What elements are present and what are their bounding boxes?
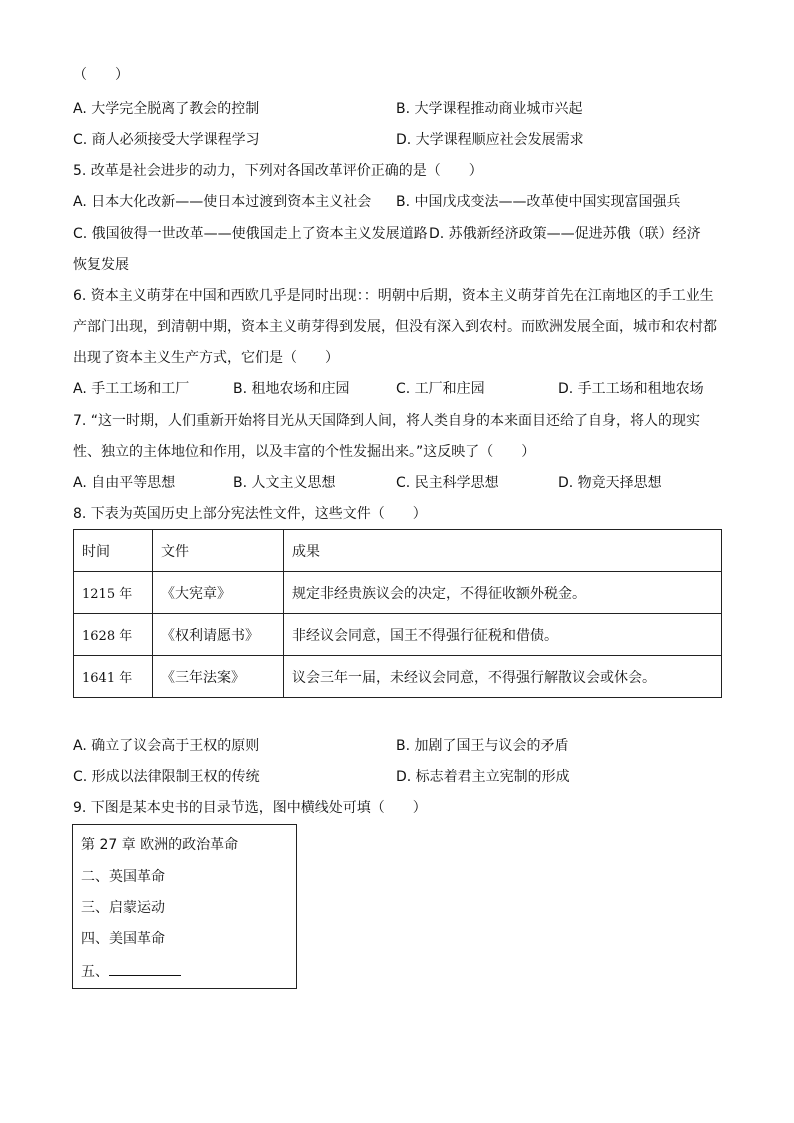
q5-option-c: C. 俄国彼得一世改革——使俄国走上了资本主义发展道路 (73, 226, 428, 242)
q7-stem-line2: 性、独立的主体地位和作用，以及丰富的个性发掘出来。”这反映了（ ） (73, 444, 536, 460)
q5-option-a: A. 日本大化改新——使日本过渡到资本主义社会 (73, 194, 372, 210)
table-cell-result: 议会三年一届，未经议会同意，不得强行解散议会或休会。 (284, 656, 722, 698)
table-cell-result: 非经议会同意，国王不得强行征税和借债。 (284, 614, 722, 656)
q6-option-b: B. 租地农场和庄园 (233, 381, 350, 397)
table-header-document: 文件 (153, 530, 284, 572)
table-row (74, 656, 722, 698)
table-cell-document: 《三年法案》 (153, 656, 284, 698)
q8-option-d: D. 标志着君主立宪制的形成 (396, 769, 570, 785)
constitutional-documents-table (73, 529, 722, 698)
q6-stem-line3: 出现了资本主义生产方式，它们是（ ） (73, 350, 339, 366)
q7-stem-line1: 7. “这一时期，人们重新开始将目光从天国降到人间，将人类自身的本来面目还给了自身，将人的现实 (73, 413, 701, 429)
table-cell-result: 规定非经贵族议会的决定，不得征收额外税金。 (284, 572, 722, 614)
table-row (74, 614, 722, 656)
table-cell-year: 1641 年 (74, 656, 153, 698)
q7-option-c: C. 民主科学思想 (396, 475, 499, 491)
q7-option-d: D. 物竞天择思想 (558, 475, 662, 491)
q8-option-a: A. 确立了议会高于王权的原则 (73, 738, 260, 754)
table-header-time: 时间 (74, 530, 153, 572)
question-paren: （ ） (73, 67, 129, 83)
table-cell-document: 《大宪章》 (153, 572, 284, 614)
q6-option-c: C. 工厂和庄园 (396, 381, 485, 397)
toc-item-4: 四、美国革命 (81, 931, 165, 947)
q9-stem: 9. 下图是某本史书的目录节选，图中横线处可填（ ） (73, 800, 427, 816)
q5-option-d-cont: 恢复发展 (73, 257, 129, 273)
toc-item-5-label: 五、 (81, 964, 109, 980)
q4-option-c: C. 商人必须接受大学课程学习 (73, 132, 260, 148)
toc-item-3: 三、启蒙运动 (81, 900, 165, 916)
q4-option-a: A. 大学完全脱离了教会的控制 (73, 101, 260, 117)
q4-option-d: D. 大学课程顺应社会发展需求 (396, 132, 584, 148)
q5-option-d: D. 苏俄新经济政策——促进苏俄（联）经济 (429, 226, 701, 242)
q6-option-d: D. 手工工场和租地农场 (558, 381, 704, 397)
q4-option-b: B. 大学课程推动商业城市兴起 (396, 101, 583, 117)
table-cell-document: 《权利请愿书》 (153, 614, 284, 656)
q7-option-a: A. 自由平等思想 (73, 475, 176, 491)
toc-chapter-title: 第 27 章 欧洲的政治革命 (81, 837, 239, 853)
q8-stem: 8. 下表为英国历史上部分宪法性文件，这些文件（ ） (73, 506, 427, 522)
q6-stem-line2: 产部门出现，到清朝中期，资本主义萌芽得到发展，但没有深入到农村。而欧洲发展全面，城市和农村都 (73, 319, 717, 335)
q7-option-b: B. 人文主义思想 (233, 475, 336, 491)
table-cell-year: 1628 年 (74, 614, 153, 656)
toc-item-5 (81, 962, 181, 981)
table-of-contents-box (72, 824, 297, 989)
q5-option-b: B. 中国戊戌变法——改革使中国实现富国强兵 (396, 194, 681, 210)
q8-option-b: B. 加剧了国王与议会的矛盾 (396, 738, 569, 754)
fill-in-blank (109, 962, 181, 976)
table-header-row (74, 530, 722, 572)
table-cell-year: 1215 年 (74, 572, 153, 614)
q6-stem-line1: 6. 资本主义萌芽在中国和西欧几乎是同时出现：：明朝中后期，资本主义萌芽首先在江南地区的手工业生 (73, 288, 714, 304)
toc-item-2: 二、英国革命 (81, 869, 165, 885)
q8-option-c: C. 形成以法律限制王权的传统 (73, 769, 260, 785)
q5-stem: 5. 改革是社会进步的动力，下列对各国改革评价正确的是（ ） (73, 163, 483, 179)
table-header-result: 成果 (284, 530, 722, 572)
table-row (74, 572, 722, 614)
q6-option-a: A. 手工工场和工厂 (73, 381, 190, 397)
